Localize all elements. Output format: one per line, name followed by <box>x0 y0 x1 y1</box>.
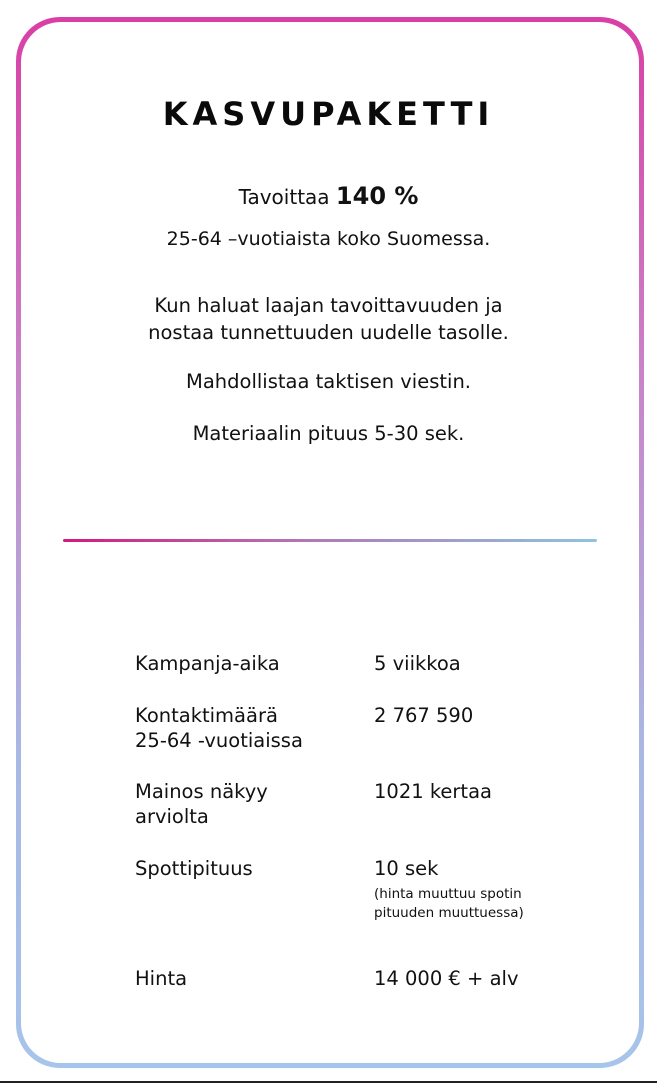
reach-value: 140 % <box>335 182 419 210</box>
description-block <box>0 292 657 346</box>
description-line-2: nostaa tunnettuuden uudelle tasolle. <box>148 321 509 344</box>
bottom-rule <box>0 1081 657 1083</box>
description-line-3: Mahdollistaa taktisen viestin. <box>186 370 471 393</box>
reach-line <box>0 182 657 210</box>
spot-note <box>374 885 624 923</box>
frequency-label <box>135 779 355 829</box>
package-title: KASVUPAKETTI <box>162 95 495 133</box>
frequency-label-line-2: arviolta <box>135 805 209 828</box>
frequency-value: 1021 kertaa <box>374 780 492 803</box>
price-value: 14 000 € + alv <box>374 967 519 990</box>
spot-note-line-1: (hinta muuttuu spotin <box>374 886 522 902</box>
reach-audience: 25-64 –vuotiaista koko Suomessa. <box>166 228 491 250</box>
description-line-1: Kun haluat laajan tavoittavuuden ja <box>154 294 503 317</box>
campaign-label: Kampanja-aika <box>135 652 280 675</box>
frequency-label-line-1: Mainos näkyy <box>135 780 268 803</box>
spot-label: Spottipituus <box>135 857 253 880</box>
description-line-4: Materiaalin pituus 5-30 sek. <box>192 422 465 445</box>
reach-prefix: Tavoittaa <box>238 185 330 209</box>
contacts-label-line-1: Kontaktimäärä <box>135 704 278 727</box>
gradient-divider <box>63 539 597 542</box>
spot-value: 10 sek <box>374 857 439 880</box>
spot-note-line-2: pituuden muuttuessa) <box>374 905 524 921</box>
contacts-label <box>135 703 355 753</box>
contacts-label-line-2: 25-64 -vuotiaissa <box>135 729 303 752</box>
price-label: Hinta <box>135 967 188 990</box>
contacts-value: 2 767 590 <box>374 704 474 727</box>
campaign-value: 5 viikkoa <box>374 652 461 675</box>
